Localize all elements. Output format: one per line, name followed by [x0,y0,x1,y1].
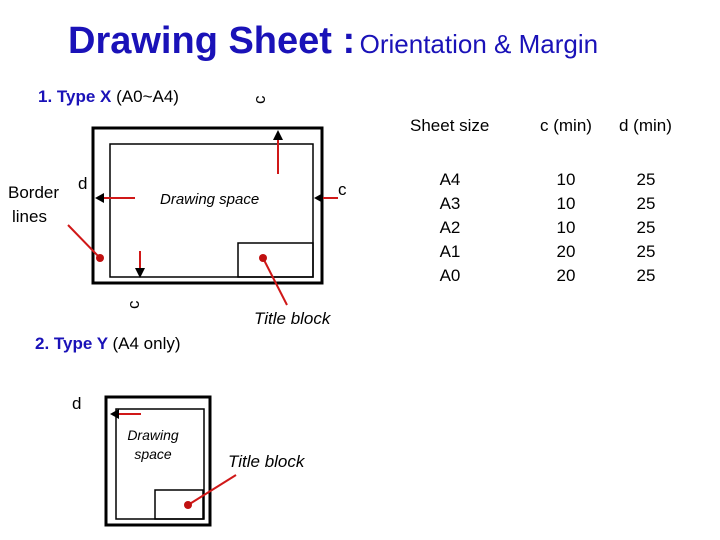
table-cell: A4 [439,170,461,189]
label-c-right: c [338,180,347,199]
type-y-title-block-label: Title block [228,452,305,471]
title-sub: Orientation & Margin [359,29,599,59]
type-x-markers [96,254,267,262]
table-col-d-min [626,168,666,288]
arrowhead-d-left [95,193,104,203]
table-cell: 25 [636,266,656,285]
table-col-sizes [430,168,470,288]
label-c-bottom: c [124,300,143,309]
type-y-range: (A4 only) [112,334,181,353]
table-cell: 10 [556,170,576,189]
table-cell: A2 [439,218,461,237]
type-y-drawing-space-1: Drawing [127,427,179,443]
title-main: Drawing Sheet : [68,20,356,62]
table-cell: 20 [556,242,576,261]
label-border-lines-1: Border [8,183,60,202]
table-cell: 10 [556,194,576,213]
type-x-title-block [238,243,313,277]
type-y-title-block [155,490,203,519]
table-header-c-min: c (min) [540,116,592,135]
table-cell: 10 [556,218,576,237]
table-header-d-min: d (min) [619,116,672,135]
label-d-type-x: d [78,174,88,193]
table-cell: A3 [439,194,461,213]
table-cell: A0 [439,266,461,285]
marker-border-lines [96,254,104,262]
table-cell: 20 [556,266,576,285]
type-y-drawing-space-2: space [134,446,172,462]
table-cell: 25 [636,170,656,189]
label-border-lines-2: lines [12,207,47,226]
table-cell: 25 [636,194,656,213]
type-x-drawing-space: Drawing space [160,191,260,208]
arrow-border-lines [68,225,100,258]
label-d-type-y: d [72,394,82,413]
table-cell: 25 [636,218,656,237]
type-x-heading [38,87,179,107]
type-x-arrows [68,134,338,305]
type-y-heading [35,334,181,354]
table-header-sheet-size: Sheet size [410,116,490,135]
arrowhead-c-top [273,130,283,140]
marker-title-block-x [259,254,267,262]
type-x-range: (A0~A4) [116,87,179,106]
margin-table [400,114,700,314]
table-cell: A1 [439,242,461,261]
table-col-c-min [546,168,586,288]
table-cell: 25 [636,242,656,261]
type-y-heading-text: 2. Type Y [35,334,108,353]
arrowhead-d-type-y [110,409,119,419]
arrowhead-c-right [314,193,323,203]
marker-title-block-y [184,501,192,509]
label-c-top: c [250,95,269,104]
type-x-title-block-label: Title block [254,309,331,328]
type-x-heading-text: 1. Type X [38,87,112,106]
